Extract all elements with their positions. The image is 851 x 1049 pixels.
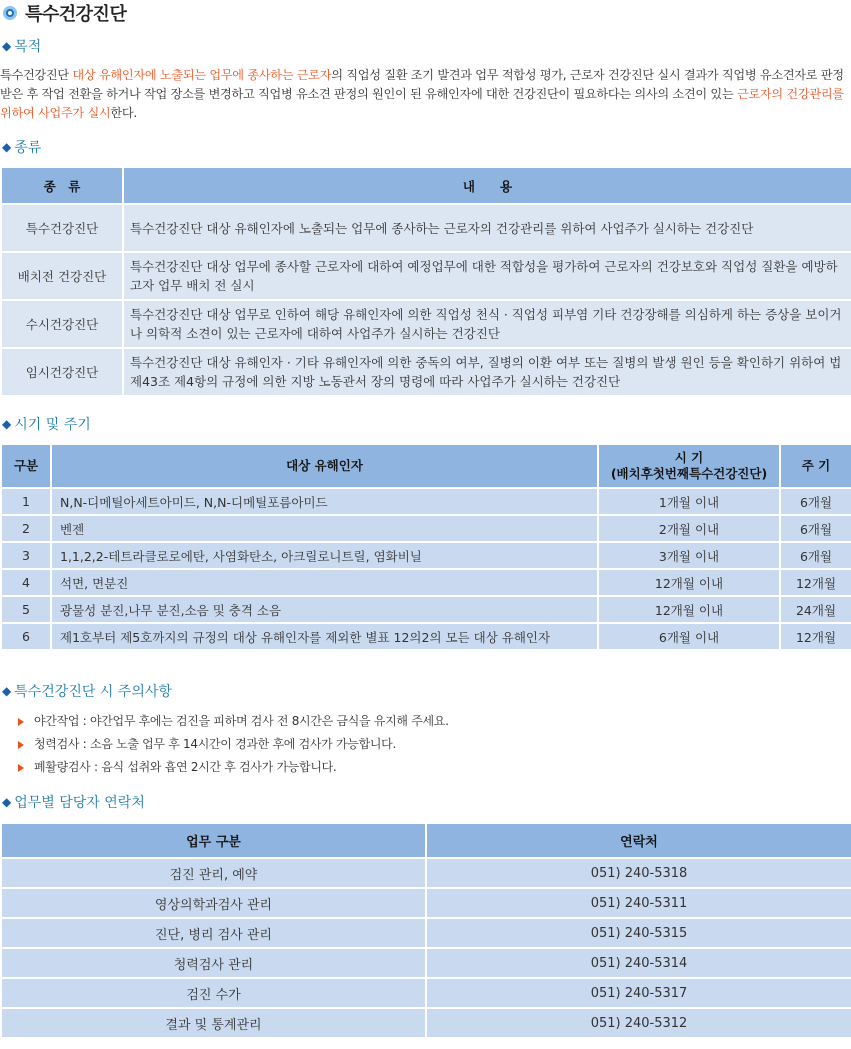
purpose-text: 의 직업성 질환 조기 발견과 업무 적합성 평가, 근로자 건강진단 실시 결과가 직업병 유소견자로 판정받은 후 작업 전환을 하거나 작업 장소를 변경하고 직업병 유소견 판정의 원인이 된 유해인자에 대한 건강진단이 필요하다는 의사의 소견이 있는 [0, 68, 844, 101]
diamond-icon: ◆ [2, 140, 12, 154]
purpose-text: 특수건강진단 [0, 68, 73, 82]
row-no: 4 [1, 569, 51, 596]
purpose-paragraph [0, 66, 851, 123]
triangle-bullet-icon [18, 764, 24, 772]
type-desc: 특수건강진단 대상 유해인자 · 기타 유해인자에 의한 중독의 여부, 질병의 이환 여부 또는 질병의 발생 원인 등을 확인하기 위하여 법 제43조 제4항의 규정에 의한 지방 노동관서 장의 명령에 따라 사업주가 실시하는 건강진단 [123, 348, 851, 396]
contact-task: 검진 관리, 예약 [1, 858, 426, 888]
contacts-table [0, 822, 851, 1039]
section-types-heading [2, 137, 41, 157]
row-no: 3 [1, 542, 51, 569]
contact-task: 청력검사 관리 [1, 948, 426, 978]
table-row [1, 348, 851, 396]
timing-header-main: 시 기 [674, 450, 704, 465]
diamond-icon: ◆ [2, 417, 12, 431]
row-cycle: 12개월 [780, 569, 851, 596]
section-notes-heading [2, 681, 172, 701]
circle-bullet-icon [3, 6, 17, 20]
section-label: 시기 및 주기 [14, 417, 91, 433]
section-purpose-heading [2, 36, 41, 56]
row-agent: 벤젠 [51, 515, 598, 542]
contact-phone: 051) 240-5315 [426, 918, 851, 948]
table-row [1, 596, 851, 623]
purpose-text: 한다. [110, 106, 137, 120]
row-timing: 1개월 이내 [598, 488, 780, 515]
table-row [1, 300, 851, 348]
list-item [18, 733, 449, 756]
contact-task: 진단, 병리 검사 관리 [1, 918, 426, 948]
row-timing: 12개월 이내 [598, 596, 780, 623]
row-cycle: 6개월 [780, 488, 851, 515]
contact-phone: 051) 240-5312 [426, 1008, 851, 1038]
types-table [0, 166, 851, 397]
table-row [1, 204, 851, 252]
triangle-bullet-icon [18, 741, 24, 749]
row-no: 1 [1, 488, 51, 515]
row-agent: 석면, 면분진 [51, 569, 598, 596]
note-text: 폐활량검사 : 음식 섭취와 흡연 2시간 후 검사가 가능합니다. [34, 760, 337, 774]
col-header-agent: 대상 유해인자 [51, 444, 598, 488]
col-header-kind: 종 류 [1, 167, 123, 204]
row-no: 5 [1, 596, 51, 623]
timing-table [0, 443, 851, 651]
type-kind: 수시건강진단 [1, 300, 123, 348]
row-cycle: 24개월 [780, 596, 851, 623]
col-header-task: 업무 구분 [1, 823, 426, 858]
section-label: 업무별 담당자 연락처 [14, 795, 145, 811]
table-row [1, 515, 851, 542]
note-text: 청력검사 : 소음 노출 업무 후 14시간이 경과한 후에 검사가 가능합니다. [34, 737, 396, 751]
row-cycle: 12개월 [780, 623, 851, 650]
note-text: 야간작업 : 야간업무 후에는 검진을 피하며 검사 전 8시간은 금식을 유지해 주세요. [34, 714, 449, 728]
col-header-no: 구분 [1, 444, 51, 488]
row-no: 2 [1, 515, 51, 542]
section-timing-heading [2, 414, 91, 434]
type-kind: 임시건강진단 [1, 348, 123, 396]
type-desc: 특수건강진단 대상 업무에 종사할 근로자에 대하여 예정업무에 대한 적합성을 평가하여 근로자의 건강보호와 직업성 질환을 예방하고자 업무 배치 전 실시 [123, 252, 851, 300]
table-row [1, 623, 851, 650]
list-item [18, 710, 449, 733]
row-timing: 3개월 이내 [598, 542, 780, 569]
notes-list [18, 710, 449, 779]
type-desc: 특수건강진단 대상 유해인자에 노출되는 업무에 종사하는 근로자의 건강관리를 위하여 사업주가 실시하는 건강진단 [123, 204, 851, 252]
table-row [1, 569, 851, 596]
table-row [1, 948, 851, 978]
diamond-icon: ◆ [2, 684, 12, 698]
row-timing: 12개월 이내 [598, 569, 780, 596]
col-header-content: 내 용 [123, 167, 851, 204]
contact-task: 영상의학과검사 관리 [1, 888, 426, 918]
section-label: 특수건강진단 시 주의사항 [14, 684, 172, 700]
row-agent: 광물성 분진,나무 분진,소음 및 충격 소음 [51, 596, 598, 623]
timing-header-sub: (배치후첫번째특수건강진단) [610, 466, 768, 481]
purpose-highlight: 대상 유해인자에 노출되는 업무에 종사하는 근로자 [72, 68, 332, 82]
section-label: 종류 [14, 140, 42, 156]
row-timing: 2개월 이내 [598, 515, 780, 542]
row-agent: 제1호부터 제5호까지의 규정의 대상 유해인자를 제외한 별표 12의2의 모든 대상 유해인자 [51, 623, 598, 650]
page-title-row [0, 0, 126, 26]
row-cycle: 6개월 [780, 515, 851, 542]
table-row [1, 252, 851, 300]
row-cycle: 6개월 [780, 542, 851, 569]
section-contacts-heading [2, 792, 145, 812]
contact-phone: 051) 240-5318 [426, 858, 851, 888]
table-row [1, 542, 851, 569]
contact-task: 결과 및 통계관리 [1, 1008, 426, 1038]
table-row [1, 918, 851, 948]
table-row [1, 858, 851, 888]
type-desc: 특수건강진단 대상 업무로 인하여 해당 유해인자에 의한 직업성 천식 · 직업성 피부염 기타 건강장해를 의심하게 하는 증상을 보이거나 의학적 소견이 있는 근로자에 대하여 사업주가 실시하는 건강진단 [123, 300, 851, 348]
section-label: 목적 [14, 39, 42, 55]
diamond-icon: ◆ [2, 795, 12, 809]
contact-task: 검진 수가 [1, 978, 426, 1008]
row-timing: 6개월 이내 [598, 623, 780, 650]
type-kind: 특수건강진단 [1, 204, 123, 252]
table-row [1, 888, 851, 918]
list-item [18, 756, 449, 779]
contact-phone: 051) 240-5314 [426, 948, 851, 978]
contact-phone: 051) 240-5317 [426, 978, 851, 1008]
table-header-row [1, 167, 851, 204]
page-title: 특수건강진단 [25, 4, 127, 25]
table-header-row [1, 444, 851, 488]
col-header-timing [598, 444, 780, 488]
row-agent: 1,1,2,2-테트라클로로에탄, 사염화탄소, 아크릴로니트릴, 염화비닐 [51, 542, 598, 569]
table-row [1, 1008, 851, 1038]
diamond-icon: ◆ [2, 39, 12, 53]
table-row [1, 978, 851, 1008]
triangle-bullet-icon [18, 718, 24, 726]
table-row [1, 488, 851, 515]
col-header-phone: 연락처 [426, 823, 851, 858]
purpose-highlight: 근로자의 건강관리를 위하여 사업주가 실시 [0, 87, 844, 120]
col-header-cycle: 주 기 [780, 444, 851, 488]
type-kind: 배치전 건강진단 [1, 252, 123, 300]
contact-phone: 051) 240-5311 [426, 888, 851, 918]
row-no: 6 [1, 623, 51, 650]
table-header-row [1, 823, 851, 858]
row-agent: N,N-디메틸아세트아미드, N,N-디메틸포름아미드 [51, 488, 598, 515]
